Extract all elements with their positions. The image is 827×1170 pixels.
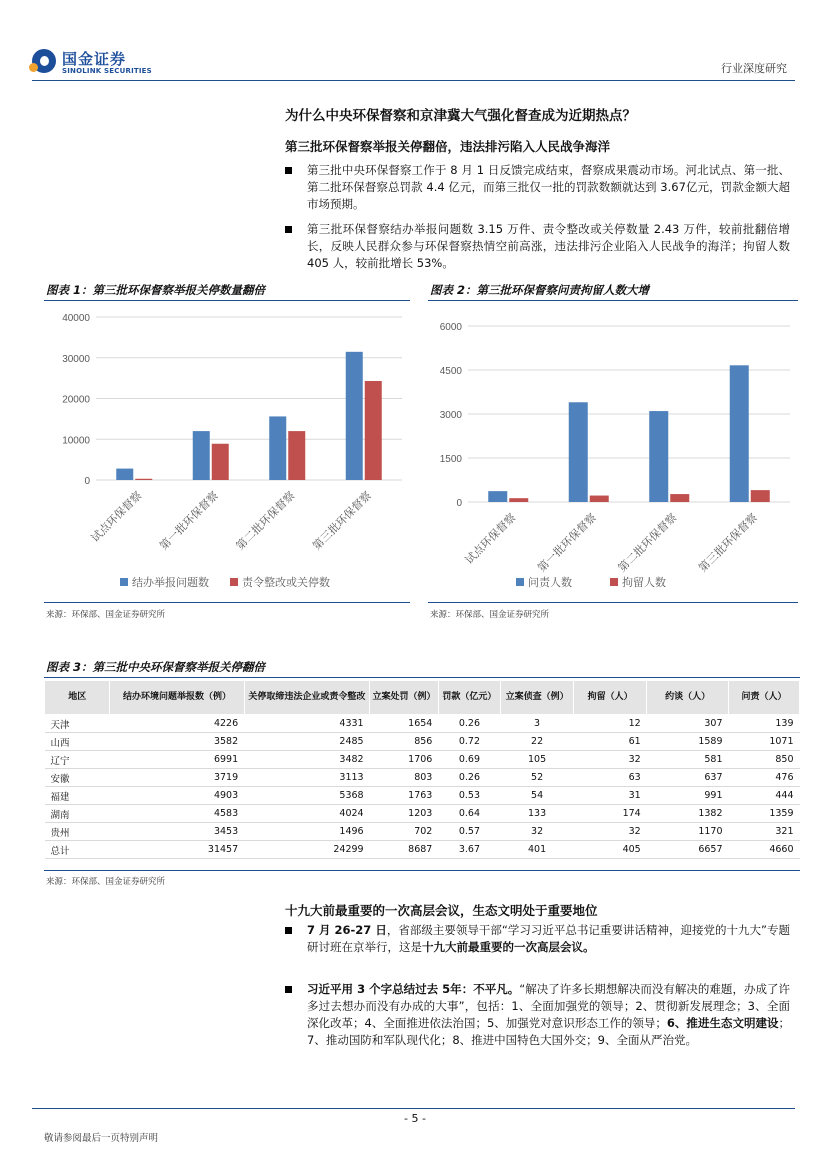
col-header: 问责（人） [729,681,800,715]
table-3-bottom-rule [44,870,800,871]
x-tick-label: 第二批环保督察 [233,488,298,553]
bar-series-1 [269,416,286,480]
page-number: - 5 - [404,1112,426,1125]
table-row [45,733,800,751]
bar-series-2 [365,381,382,480]
value-cell: 321 [729,823,800,841]
value-cell: 139 [729,715,800,733]
value-cell: 32 [501,823,574,841]
bullet-square-icon [285,986,292,993]
legend-swatch [516,578,524,586]
value-cell: 133 [501,805,574,823]
table-3-title: 图表 3：第三批中央环保督察举报关停翻倍 [46,660,266,674]
value-cell: 991 [647,787,729,805]
bullet-square-icon [285,226,292,233]
value-cell: 174 [574,805,647,823]
value-cell: 105 [501,751,574,769]
bullet-square-icon [285,167,292,174]
region-cell: 总计 [45,841,110,859]
value-cell: 3.67 [438,841,500,859]
value-cell: 1654 [370,715,439,733]
value-cell: 54 [501,787,574,805]
y-tick-label: 20000 [62,394,90,406]
value-cell: 6991 [110,751,244,769]
bar-series-2 [509,498,528,502]
bold-text: 7 月 26-27 日 [307,923,387,937]
value-cell: 1071 [729,733,800,751]
bar-series-1 [193,431,210,480]
bold-text: 十九大前最重要的一次高层会议。 [422,940,595,954]
value-cell: 444 [729,787,800,805]
figure-1-rule [44,300,410,301]
section-subtitle: 第三批环保督察举报关停翻倍，违法排污陷入人民战争海洋 [285,139,611,154]
legend-swatch [230,578,238,586]
section-2-subtitle: 十九大前最重要的一次高层会议，生态文明处于重要地位 [285,903,598,918]
bar-series-2 [212,444,229,480]
bar-series-1 [649,411,668,502]
value-cell: 307 [647,715,729,733]
table-header-row [45,681,800,715]
value-cell: 476 [729,769,800,787]
value-cell: 0.26 [438,769,500,787]
bar-series-1 [569,402,588,502]
value-cell: 401 [501,841,574,859]
col-header: 拘留（人） [574,681,647,715]
bullet-3 [285,922,790,956]
value-cell: 4583 [110,805,244,823]
table-row [45,715,800,733]
body-text: ，省部级主要领导干部“学习习近平总书记重要讲话精神，迎接党的十九大”专题研讨班在京举行，这是 [307,923,790,954]
value-cell: 32 [574,823,647,841]
col-header: 立案处罚（例） [370,681,439,715]
legend-label: 问责人数 [528,576,572,589]
y-tick-label: 4500 [439,366,462,377]
bullet-square-icon [285,927,292,934]
bar-series-2 [670,494,689,502]
region-cell: 辽宁 [45,751,110,769]
value-cell: 22 [501,733,574,751]
section-title: 为什么中央环保督察和京津冀大气强化督查成为近期热点？ [285,108,636,124]
value-cell: 581 [647,751,729,769]
legend-label: 拘留人数 [622,576,666,589]
value-cell: 61 [574,733,647,751]
value-cell: 4660 [729,841,800,859]
value-cell: 3113 [244,769,369,787]
bold-text: 习近平用 3 个字总结过去 5年：不平凡。 [307,982,520,996]
header-rule [32,80,795,81]
value-cell: 0.69 [438,751,500,769]
col-header: 约谈（人） [647,681,729,715]
value-cell: 2485 [244,733,369,751]
figure-2-bottom-rule [428,602,798,603]
value-cell: 3582 [110,733,244,751]
value-cell: 6657 [647,841,729,859]
value-cell: 0.57 [438,823,500,841]
table-3 [44,680,800,859]
bar-series-1 [730,365,749,502]
bar-series-2 [751,490,770,502]
col-header: 关停取缔违法企业或责令整改 [244,681,369,715]
value-cell: 637 [647,769,729,787]
y-tick-label: 10000 [62,435,90,447]
value-cell: 31457 [110,841,244,859]
value-cell: 3719 [110,769,244,787]
value-cell: 32 [574,751,647,769]
report-type: 行业深度研究 [721,62,787,75]
region-cell: 安徽 [45,769,110,787]
value-cell: 12 [574,715,647,733]
region-cell: 山西 [45,733,110,751]
region-cell: 天津 [45,715,110,733]
table-3-rule [44,677,800,678]
value-cell: 1496 [244,823,369,841]
value-cell: 3453 [110,823,244,841]
table-row [45,805,800,823]
x-tick-label: 试点环保督察 [462,510,519,567]
disclaimer: 敬请参阅最后一页特别声明 [44,1133,159,1144]
y-tick-label: 40000 [62,313,90,324]
value-cell: 0.64 [438,805,500,823]
y-tick-label: 3000 [439,410,462,421]
value-cell: 803 [370,769,439,787]
figure-2-source: 来源：环保部、国金证券研究所 [430,610,550,620]
value-cell: 1589 [647,733,729,751]
y-tick-label: 1500 [439,454,462,465]
footer-rule [32,1108,795,1109]
bullet-4 [285,981,790,1049]
figure-2-rule [428,300,798,301]
chart-1 [44,302,410,602]
bar-series-2 [135,479,152,480]
x-tick-label: 第一批环保督察 [157,488,221,553]
legend-swatch [610,578,618,586]
value-cell: 24299 [244,841,369,859]
bar-series-1 [346,352,363,480]
col-header: 罚款（亿元） [438,681,500,715]
value-cell: 4331 [244,715,369,733]
y-tick-label: 6000 [439,322,462,333]
y-tick-label: 30000 [62,353,90,365]
bar-series-1 [488,491,507,502]
logo-name-en: SINOLINK SECURITIES [62,67,152,75]
x-tick-label: 第一批环保督察 [535,510,599,575]
value-cell: 3 [501,715,574,733]
value-cell: 4024 [244,805,369,823]
value-cell: 3482 [244,751,369,769]
col-header: 地区 [45,681,110,715]
table-row [45,823,800,841]
bar-series-2 [288,431,305,480]
region-cell: 湖南 [45,805,110,823]
figure-1-title: 图表 1：第三批环保督察举报关停数量翻倍 [46,283,266,297]
value-cell: 1203 [370,805,439,823]
table-row [45,841,800,859]
chart-2 [428,302,798,602]
x-tick-label: 第二批环保督察 [615,510,680,575]
value-cell: 1359 [729,805,800,823]
bullet-2: 第三批环保督察结办举报问题数 3.15 万件、责令整改或关停数量 2.43 万件，较前批翻倍增长，反映人民群众参与环保督察热情空前高涨，违法排污企业陷入人民战争的海洋；拘留人数 405 人，较前批增长 53%。 [285,221,790,272]
body-text: ；7、推动国防和军队现代化；8、推进中国特色大国外交；9、全面从严治党。 [307,1016,790,1047]
value-cell: 850 [729,751,800,769]
value-cell: 4903 [110,787,244,805]
y-tick-label: 0 [456,498,462,509]
col-header: 结办环境问题举报数（例） [110,681,244,715]
legend-label: 结办举报问题数 [132,576,209,589]
value-cell: 0.53 [438,787,500,805]
value-cell: 1706 [370,751,439,769]
value-cell: 5368 [244,787,369,805]
bar-series-1 [116,469,133,480]
value-cell: 1170 [647,823,729,841]
region-cell: 福建 [45,787,110,805]
value-cell: 8687 [370,841,439,859]
figure-2-title: 图表 2：第三批环保督察问责拘留人数大增 [430,283,650,297]
col-header: 立案侦查（例） [501,681,574,715]
table-row [45,787,800,805]
value-cell: 1763 [370,787,439,805]
x-tick-label: 试点环保督察 [88,488,145,545]
bold-text: 6、推进生态文明建设 [666,1016,779,1030]
y-tick-label: 0 [84,476,90,487]
value-cell: 405 [574,841,647,859]
legend-label: 责令整改或关停数 [242,576,330,589]
value-cell: 4226 [110,715,244,733]
value-cell: 0.72 [438,733,500,751]
figure-1-source: 来源：环保部、国金证券研究所 [46,610,166,620]
body-text: “解决了许多长期想解决而没有解决的难题，办成了许多过去想办而没有办成的大事”，包括：1、全面加强党的领导；2、贯彻新发展理念；3、全面深化改革；4、全面推进依法治国；5、加强党对意识形态工作的领导； [307,982,790,1030]
value-cell: 52 [501,769,574,787]
table-row [45,769,800,787]
legend-swatch [120,578,128,586]
value-cell: 0.26 [438,715,500,733]
value-cell: 702 [370,823,439,841]
logo-name-cn: 国金证券 [62,50,127,68]
value-cell: 31 [574,787,647,805]
value-cell: 1382 [647,805,729,823]
value-cell: 63 [574,769,647,787]
x-tick-label: 第三批环保督察 [310,488,374,553]
x-tick-label: 第三批环保督察 [696,510,760,575]
bar-series-2 [590,496,609,502]
region-cell: 贵州 [45,823,110,841]
bullet-1: 第三批中央环保督察工作于 8 月 1 日反馈完成结束，督察成果震动市场。河北试点、第一批、第二批环保督察总罚款 4.4 亿元，而第三批仅一批的罚款数额就达到 3.67亿元，罚款金额大超市场预期。 [285,162,790,213]
figure-1-bottom-rule [44,602,410,603]
logo-icon [32,49,56,73]
table-3-source: 来源：环保部、国金证券研究所 [46,877,166,887]
value-cell: 856 [370,733,439,751]
table-row [45,751,800,769]
